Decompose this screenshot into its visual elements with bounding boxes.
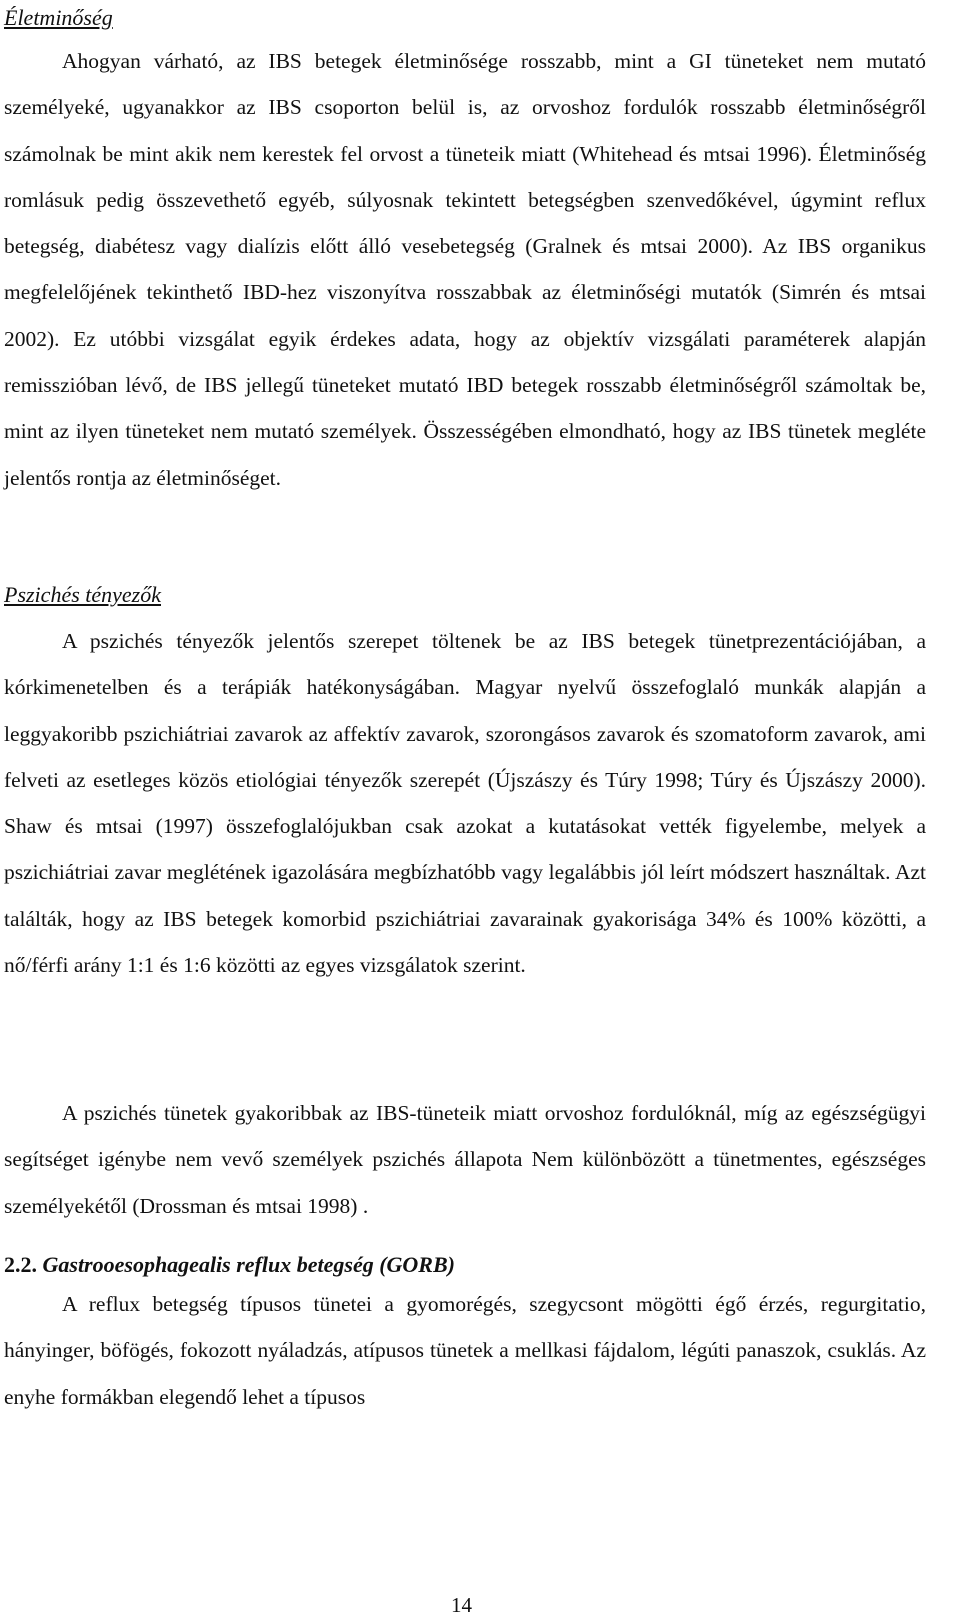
paragraph-gorb: A reflux betegség típusos tünetei a gyomorégés, szegycsont mögötti égő érzés, regurgitatio, hányinger, böfögés, fokozott nyáladzás, atípusos tünetek a mellkasi fájdalom, légúti panaszok, csuklás. Az enyhe formákban elegendő lehet a típusos: [4, 1292, 926, 1409]
section-title: Gastrooesophagealis reflux betegség (GORB): [42, 1252, 455, 1277]
section-number: 2.2.: [4, 1252, 37, 1277]
section-heading-gorb: [4, 1250, 455, 1280]
subheading-quality-of-life: Életminőség: [4, 5, 113, 30]
paragraph-psychological-factors-1: A pszichés tényezők jelentős szerepet töltenek be az IBS betegek tünetprezentációjában, a kórkimenetelben és a terápiák hatékonyságában. Magyar nyelvű összefoglaló munkák alapján a leggyakoribb pszichiátriai zavarok az affektív zavarok, szorongásos zavarok és szomatoform zavarok, ami felveti az esetleges közös etiológiai tényezők szerepét (Újszászy és Túry 1998; Túry és Újszászy 2000). Shaw és mtsai (1997) összefoglalójukban csak azokat a kutatásokat vették figyelembe, melyek a pszichiátriai zavar meglétének igazolására megbízhatóbb vagy legalábbis jól leírt módszert használtak. Azt találták, hogy az IBS betegek komorbid pszichiátriai zavarainak gyakorisága 34% és 100% közötti, a nő/férfi arány 1:1 és 1:6 közötti az egyes vizsgálatok szerint.: [4, 629, 926, 978]
paragraph-quality-of-life: Ahogyan várható, az IBS betegek életminősége rosszabb, mint a GI tüneteket nem mutató személyeké, ugyanakkor az IBS csoporton belül is, az orvoshoz fordulók rosszabb életminőségről számolnak be mint akik nem kerestek fel orvost a tüneteik miatt (Whitehead és mtsai 1996). Életminőség romlásuk pedig összevethető egyéb, súlyosnak tekintett betegségben szenvedőkével, úgymint reflux betegség, diabétesz vagy dialízis előtt álló vesebetegség (Gralnek és mtsai 2000). Az IBS organikus megfelelőjének tekinthető IBD-hez viszonyítva rosszabbak az életminőségi mutatók (Simrén és mtsai 2002). Ez utóbbi vizsgálat egyik érdekes adata, hogy az objektív vizsgálati paraméterek alapján remisszióban lévő, de IBS jellegű tüneteket mutató IBD betegek rosszabb életminőségről számoltak be, mint az ilyen tüneteket nem mutató személyek. Összességében elmondható, hogy az IBS tünetek megléte jelentős rontja az életminőséget.: [4, 49, 926, 490]
page-number: 14: [451, 1593, 472, 1617]
paragraph-psychological-factors-2: A pszichés tünetek gyakoribbak az IBS-tüneteik miatt orvoshoz fordulóknál, míg az egészségügyi segítséget igénybe nem vevő személyek pszichés állapota Nem különbözött a tünetmentes, egészséges személyekétől (Drossman és mtsai 1998) .: [4, 1101, 926, 1218]
subheading-psychological-factors: Pszichés tényezők: [4, 582, 161, 607]
